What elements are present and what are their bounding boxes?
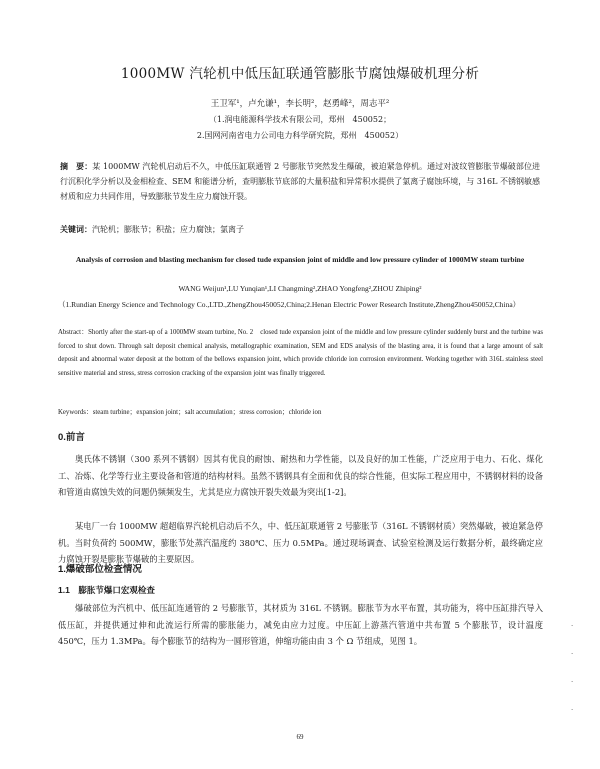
affiliation-cn-2: 2.国网河南省电力公司电力科学研究院，郑州 450052） xyxy=(196,131,404,140)
keywords-cn-label: 关键词： xyxy=(60,224,92,234)
subsection-heading-1-1: 1.1 膨胀节爆口宏观检查 xyxy=(58,585,155,595)
keywords-en xyxy=(58,406,543,416)
affiliation-cn-1: （1.润电能源科学技术有限公司，郑州 450052； xyxy=(208,115,392,124)
margin-mark: · xyxy=(571,622,574,630)
paper-title-cn: 1000MW 汽轮机中低压缸联通管膨胀节腐蚀爆破机理分析 xyxy=(120,66,480,82)
section-heading-intro: 0.前言 xyxy=(58,432,85,443)
scan-margin-marks xyxy=(571,612,579,724)
keywords-cn-text: 汽轮机；膨胀节；积盐；应力腐蚀；氯离子 xyxy=(92,225,244,234)
authors-en: WANG Weijun¹,LU Yunqian¹,LI Changming²,ZHAO Yongfeng²,ZHOU Zhiping² xyxy=(178,284,422,293)
section-1-1-paragraph: 爆破部位为汽机中、低压缸连通管的 2 号膨胀节，其材质为 316L 不锈钢。膨胀节为水平布置，其功能为，将中压缸排汽导入低压缸，并提供通过伸和此流运行所需的膨胀能力，减免由应力过度。中压缸上游蒸汽管道中共布置 5 个膨胀节，设计温度 450℃，压力 1.3MPa。每个膨胀节的结构为一圆形管道，伸缩功能由由 3 个 Ω 节组成，见图 1。 xyxy=(58,603,543,646)
abstract-cn-label: 摘 要： xyxy=(60,161,93,171)
abstract-en-text: Shortly after the start-up of a 1000MW steam turbine, No. 2 closed tude expansion joint of the middle and low pressure cylinder suddenly burst and the turbine was forced to shut down. Through salt deposit chemical analysis, metallographic examination, SEM and EDS analysis of the blasting area, it is found that a large amount of salt deposit and abnormal water deposit at the bottom of the bellows expansion joint, which provide chloride ion corrosion environment. Working together with 316L stainless steel sensitive material and stress, stress corrosion cracking of the expansion joint was finally triggered. xyxy=(58,329,543,377)
intro-paragraph-1: 奥氏体不锈钢（300 系列不锈钢）因其有优良的耐蚀、耐热和力学性能，以及良好的加工性能，广泛应用于电力、石化、煤化工、冶炼、化学等行业主要设备和管道的结构材料。虽然不锈钢具有全面和优良的综合性能，但实际工程应用中，不锈钢材料的设备和管道由腐蚀失效的问题仍频频发生，尤其是应力腐蚀开裂失效最为突出[1-2]。 xyxy=(58,454,543,497)
authors-cn: 王卫军¹，卢允谦¹，李长明²，赵勇峰²，周志平² xyxy=(210,99,390,109)
abstract-cn xyxy=(60,159,540,204)
abstract-en-label: Abstract： xyxy=(58,329,89,336)
abstract-en xyxy=(58,326,543,380)
margin-mark: · xyxy=(571,706,574,714)
margin-mark: · xyxy=(571,678,574,686)
keywords-en-text: steam turbine；expansion joint；salt accumulation；stress corrosion；chloride ion xyxy=(92,409,322,416)
intro-paragraph-2: 某电厂一台 1000MW 超超临界汽轮机启动后不久，中、低压缸联通管 2 号膨胀节（316L 不锈钢材质）突然爆破，被迫紧急停机。当时负荷约 500MW，膨胀节处蒸汽温度约 380℃、压力 0.5MPa。通过现场调查、试验室检测及运行数据分析，最终确定应力腐蚀开裂是膨胀节爆破的主要原因。 xyxy=(58,521,543,564)
abstract-cn-text: 某 1000MW 汽轮机启动后不久，中低压缸联通管 2 号膨胀节突然发生爆破，被迫紧急停机。通过对波纹管膨胀节爆破部位进行沉积化学分析以及金相检查、SEM 和能谱分析，查明膨胀节底部的大量积盐和异常积水提供了氯离子腐蚀环境，与 316L 不锈钢敏感材质和应力共同作用，导致膨胀节发生应力腐蚀开裂。 xyxy=(60,162,541,201)
affiliation-en: （1.Rundian Energy Science and Technology Co.,LTD.,ZhengZhou450052,China;2.Henan Electric Power Research Institute,ZhengZhou450052,China） xyxy=(58,300,521,309)
keywords-cn xyxy=(60,224,540,235)
paper-title-en: Analysis of corrosion and blasting mechanism for closed tude expansion joint of middle and low pressure cylinder of 1000MW steam turbine xyxy=(75,255,525,264)
page-number: 69 xyxy=(296,733,304,741)
section-heading-1: 1.爆破部位检查情况 xyxy=(58,564,142,575)
keywords-en-label: Keywords： xyxy=(58,409,93,416)
margin-mark: · xyxy=(571,650,574,658)
